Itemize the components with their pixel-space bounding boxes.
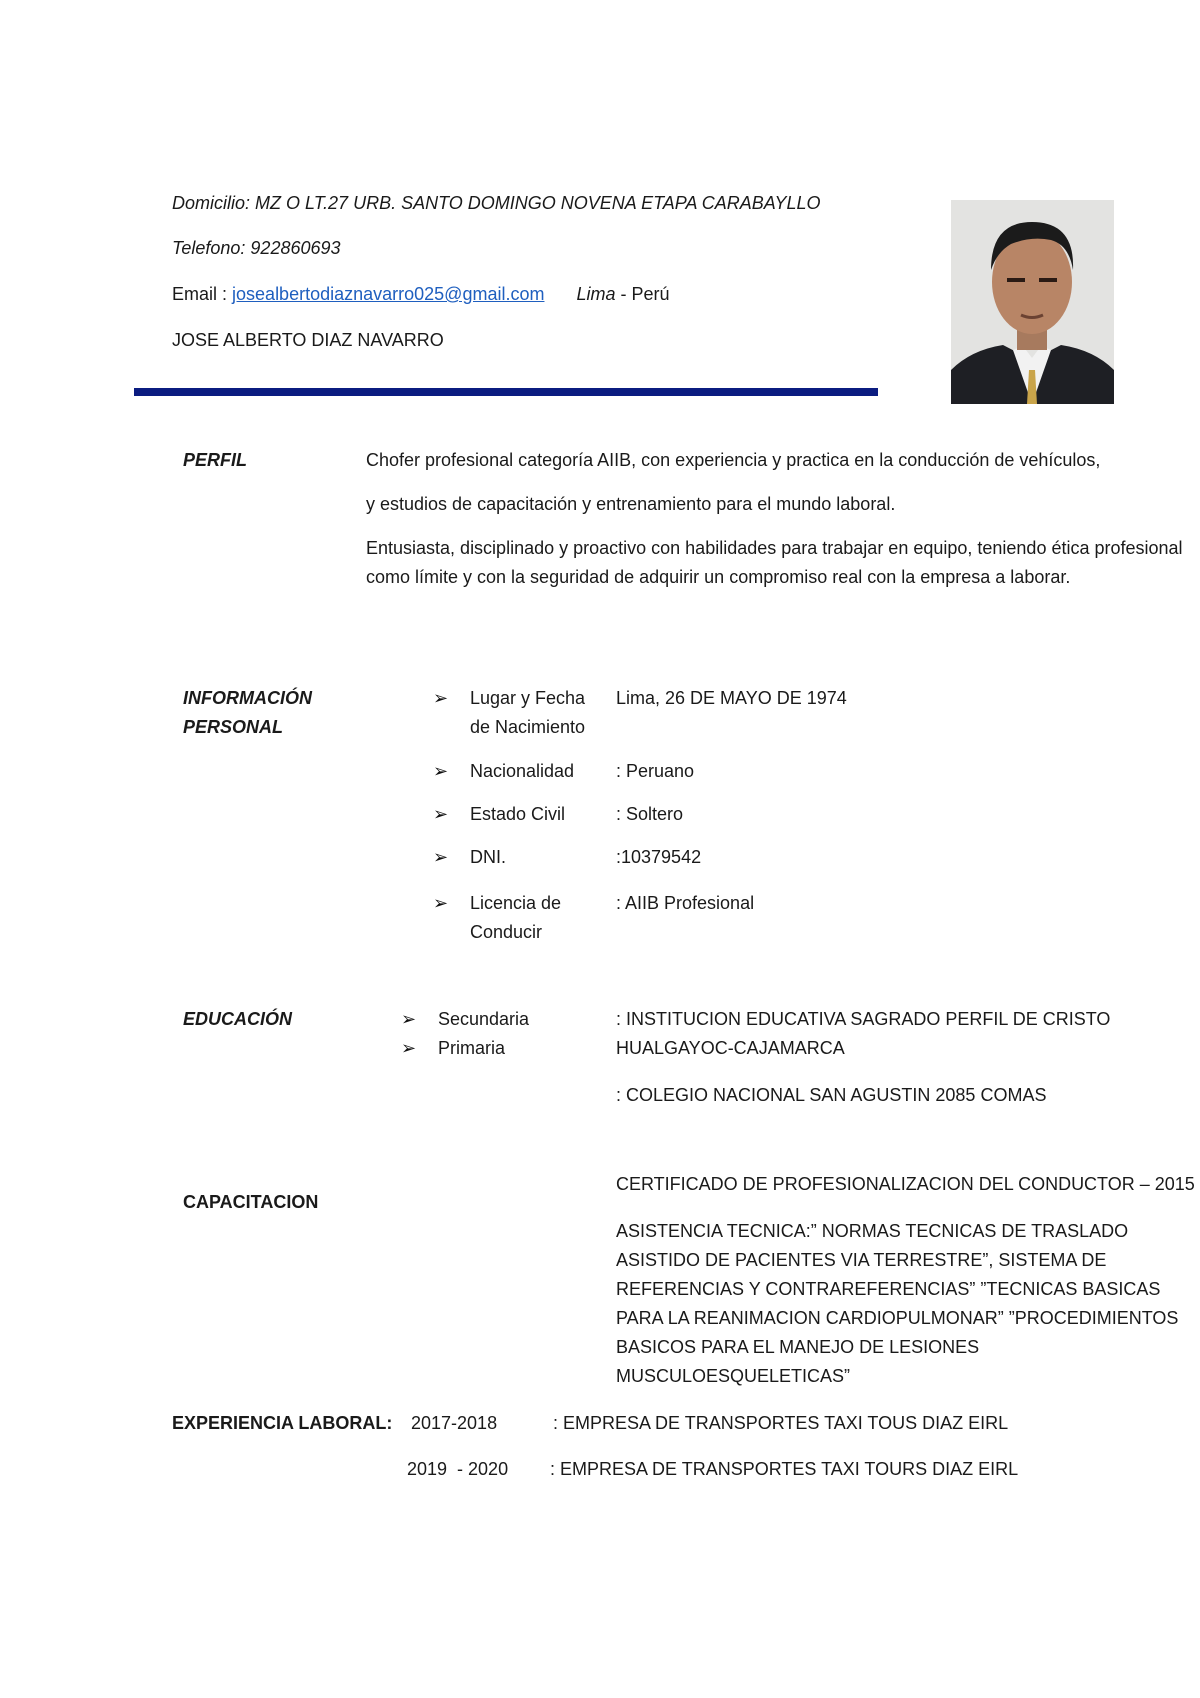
info-value-2: : Peruano <box>616 761 695 781</box>
edu-bullet-1 <box>401 1005 423 1034</box>
arrowhead-bullet-icon: ➢ <box>433 761 449 781</box>
portrait-image <box>951 200 1114 404</box>
info-bullet-2 <box>433 757 455 786</box>
exp-value-1: : EMPRESA DE TRANSPORTES TAXI TOUS DIAZ EIRL <box>553 1413 1009 1433</box>
info-value-4: :10379542 <box>616 847 702 867</box>
arrowhead-bullet-icon: ➢ <box>401 1038 417 1058</box>
telefono-line <box>172 234 341 263</box>
edu-bullet-2 <box>401 1034 423 1063</box>
info-label-3: Estado Civil <box>470 804 566 824</box>
info-label-1: Lugar y Fecha de Nacimiento <box>470 688 586 737</box>
info-value-5: : AIIB Profesional <box>616 893 755 913</box>
capacitacion-item-2: ASISTENCIA TECNICA:” NORMAS TECNICAS DE TRASLADO ASISTIDO DE PACIENTES VIA TERRESTRE”, SISTEMA DE REFERENCIAS Y CONTRAREFERENCIAS” ”TECNICAS BASICAS PARA LA REANIMACION CARDIOPULMONAR” ”PROCEDIMIENTOS BASICOS PARA EL MANEJO DE LESIONES MUSCULOESQUELETICAS” <box>616 1221 1179 1386</box>
info-bullet-4 <box>433 843 455 872</box>
edu-value-2: : COLEGIO NACIONAL SAN AGUSTIN 2085 COMAS <box>616 1085 1047 1105</box>
section-title-educacion: EDUCACIÓN <box>183 1009 293 1029</box>
edu-value-1: : INSTITUCION EDUCATIVA SAGRADO PERFIL DE CRISTO HUALGAYOC-CAJAMARCA <box>616 1009 1111 1058</box>
section-title-perfil: PERFIL <box>183 450 248 470</box>
arrowhead-bullet-icon: ➢ <box>433 893 449 913</box>
email-label: Email : <box>172 284 228 304</box>
telefono-label: Telefono: <box>172 238 246 258</box>
exp-period-1: 2017-2018 <box>411 1413 498 1433</box>
arrowhead-bullet-icon: ➢ <box>433 688 449 708</box>
info-label-2: Nacionalidad <box>470 761 575 781</box>
edu-label-2: Primaria <box>438 1038 506 1058</box>
info-value-3: : Soltero <box>616 804 684 824</box>
profile-photo <box>951 200 1114 404</box>
email-link[interactable]: josealbertodiaznavarro025@gmail.com <box>232 284 545 304</box>
info-label-5: Licencia de Conducir <box>470 893 562 942</box>
exp-period-2: 2019 - 2020 <box>407 1459 509 1479</box>
city: Lima <box>576 284 616 304</box>
telefono-value: 922860693 <box>250 238 341 258</box>
info-bullet-5 <box>433 889 455 918</box>
exp-value-2: : EMPRESA DE TRANSPORTES TAXI TOURS DIAZ EIRL <box>550 1459 1019 1479</box>
section-title-info-1: INFORMACIÓN <box>183 688 312 708</box>
arrowhead-bullet-icon: ➢ <box>433 804 449 824</box>
info-label-4: DNI. <box>470 847 506 867</box>
perfil-text-3: Entusiasta, disciplinado y proactivo con habilidades para trabajar en equipo, teniendo ética profesional como límite y con la seguridad de adquirir un compromiso real con la empresa a laborar. <box>366 538 1183 587</box>
domicilio-line <box>172 189 821 218</box>
full-name: JOSE ALBERTO DIAZ NAVARRO <box>172 330 444 350</box>
edu-label-1: Secundaria <box>438 1009 530 1029</box>
section-title-capacitacion: CAPACITACION <box>183 1192 319 1212</box>
capacitacion-item-1: CERTIFICADO DE PROFESIONALIZACION DEL CONDUCTOR – 2015 <box>616 1174 1195 1194</box>
section-title-experiencia: EXPERIENCIA LABORAL: <box>172 1413 393 1433</box>
domicilio-label: Domicilio: <box>172 193 251 213</box>
info-value-1: Lima, 26 DE MAYO DE 1974 <box>616 688 847 708</box>
perfil-text-1: Chofer profesional categoría AIIB, con experiencia y practica en la conducción de vehículos, <box>366 450 1101 470</box>
domicilio-value: MZ O LT.27 URB. SANTO DOMINGO NOVENA ETAPA CARABAYLLO <box>255 193 821 213</box>
country: - Perú <box>615 284 670 304</box>
arrowhead-bullet-icon: ➢ <box>401 1009 417 1029</box>
section-title-info-2: PERSONAL <box>183 717 284 737</box>
perfil-text-2: y estudios de capacitación y entrenamiento para el mundo laboral. <box>366 494 896 514</box>
header-divider <box>134 388 878 396</box>
email-line <box>172 280 670 309</box>
info-bullet-1 <box>433 684 455 713</box>
arrowhead-bullet-icon: ➢ <box>433 847 449 867</box>
info-bullet-3 <box>433 800 455 829</box>
